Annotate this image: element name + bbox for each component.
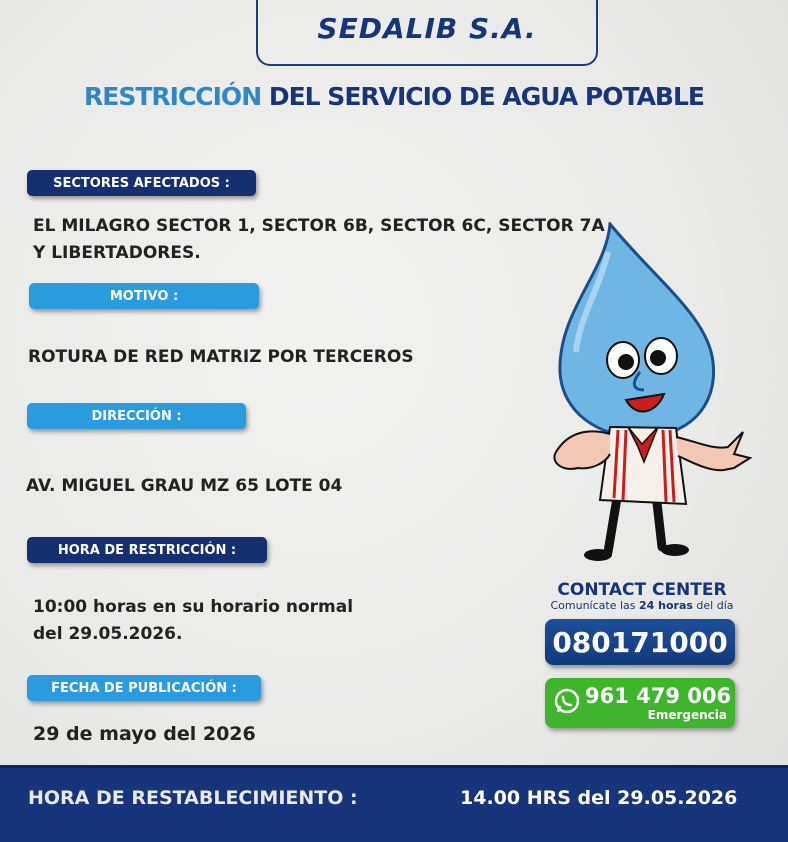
subtitle-pre: Comunícate las	[550, 599, 639, 612]
restablecimiento-value: 14.00 HRS del 29.05.2026	[460, 787, 738, 809]
fecha-value: 29 de mayo del 2026	[33, 723, 256, 745]
logo-frame	[256, 0, 598, 66]
hora-label: HORA DE RESTRICCIÓN :	[27, 537, 267, 563]
water-drop-mascot	[548, 222, 753, 567]
title-highlight: RESTRICCIÓN	[84, 82, 262, 111]
hora-line-2: del 29.05.2026.	[33, 624, 183, 644]
whatsapp-button[interactable]	[545, 678, 735, 728]
title-rest: DEL SERVICIO DE AGUA POTABLE	[268, 82, 704, 111]
direccion-label: DIRECCIÓN :	[27, 403, 246, 429]
contact-center-title: CONTACT CENTER	[557, 580, 727, 600]
direccion-value: AV. MIGUEL GRAU MZ 65 LOTE 04	[26, 476, 343, 496]
restablecimiento-label: HORA DE RESTABLECIMIENTO :	[28, 787, 358, 809]
motivo-value: ROTURA DE RED MATRIZ POR TERCEROS	[28, 347, 414, 367]
page-title	[0, 82, 788, 111]
phone-number-button[interactable]: 080171000	[545, 619, 735, 665]
brand-logo: SEDALIB S.A.	[317, 12, 537, 45]
motivo-label: MOTIVO :	[29, 283, 259, 309]
emergency-label: Emergencia	[647, 708, 727, 722]
whatsapp-icon	[553, 687, 581, 715]
subtitle-bold: 24 horas	[639, 599, 693, 612]
sectores-label: SECTORES AFECTADOS :	[27, 170, 256, 196]
sectores-line-2: Y LIBERTADORES.	[33, 243, 201, 263]
contact-center-subtitle	[545, 599, 739, 612]
fecha-label: FECHA DE PUBLICACIÓN :	[27, 675, 261, 701]
hora-line-1: 10:00 horas en su horario normal	[33, 597, 354, 617]
footer-bar	[0, 765, 788, 842]
whatsapp-number: 961 479 006	[585, 684, 732, 708]
sectores-line-1: EL MILAGRO SECTOR 1, SECTOR 6B, SECTOR 6C, SECTOR 7A	[33, 216, 605, 236]
subtitle-post: del día	[692, 599, 734, 612]
